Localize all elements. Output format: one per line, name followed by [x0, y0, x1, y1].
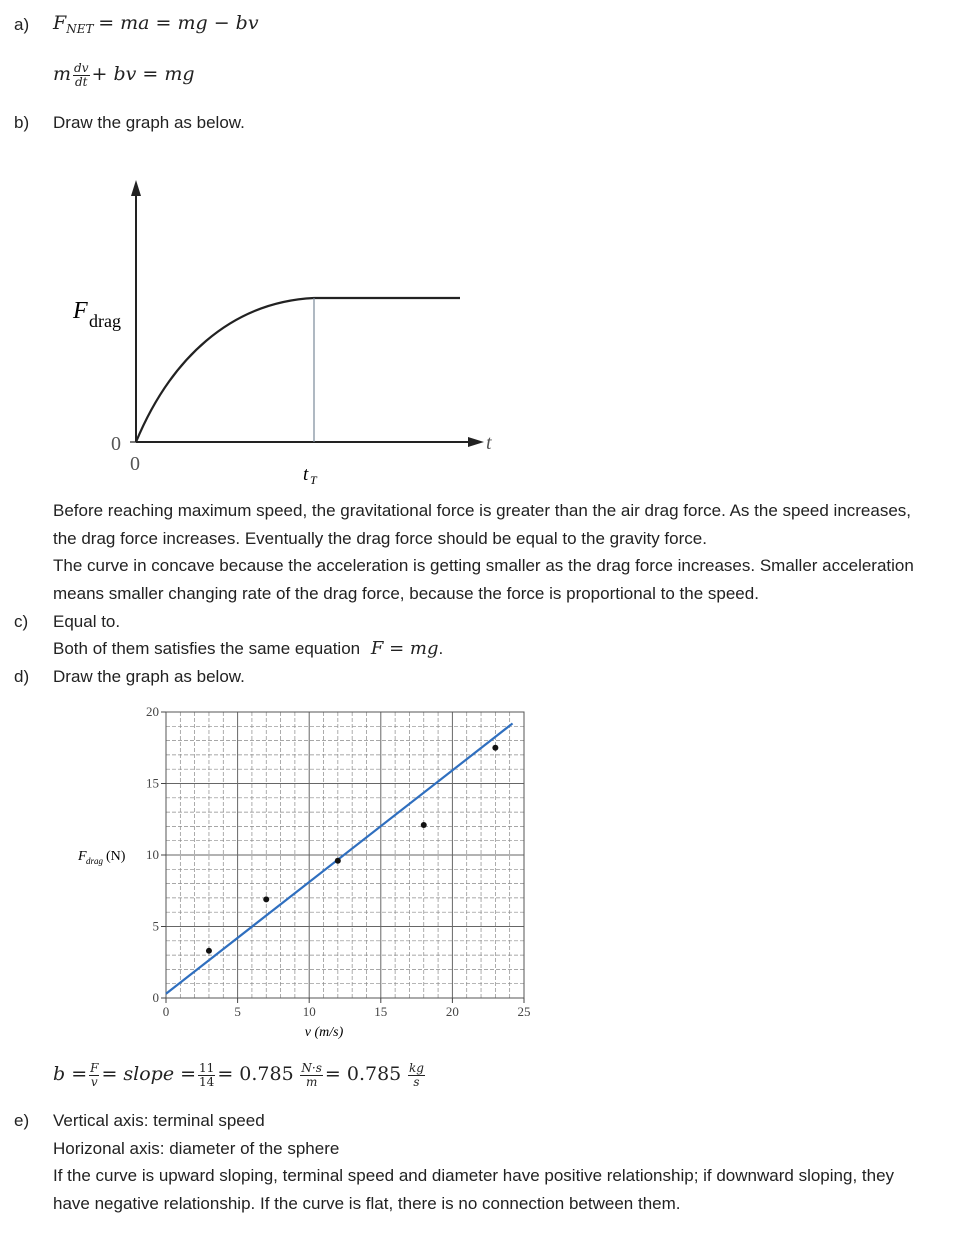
y-tick-label: 10	[146, 847, 159, 862]
part-e-line1: Vertical axis: terminal speed	[53, 1111, 265, 1130]
y-zero-label: 0	[111, 433, 121, 455]
eq2-fraction: $\frac{dv}{dt}$	[74, 61, 89, 89]
x-tick-label: 5	[234, 1004, 241, 1019]
para2-line1: The curve in concave because the acceleration is getting smaller as the drag force increases. Smaller acceleration	[53, 556, 914, 575]
eq2-m: m	[53, 62, 72, 85]
y-label-sub: drag	[89, 311, 121, 331]
eq-f-over-v: $\frac{F}{v}$	[90, 1061, 99, 1089]
x-axis-arrow	[468, 437, 484, 447]
x-tick-label: 20	[445, 1004, 459, 1019]
part-b-paragraph	[53, 497, 953, 607]
part-e-line3: If the curve is upward sloping, terminal speed and diameter have positive relationship; if downward sloping, they	[53, 1166, 895, 1185]
eq-b: b =	[53, 1062, 88, 1085]
data-point	[492, 745, 498, 751]
eq-val2: = 0.785	[324, 1062, 402, 1085]
y-axis-arrow	[131, 180, 141, 196]
drag-curve	[136, 298, 460, 442]
para1-line2: the drag force increases. Eventually the drag force should be equal to the gravity force.	[53, 528, 707, 548]
part-e-line2: Horizonal axis: diameter of the sphere	[53, 1138, 340, 1158]
part-c-line2-text: Both of them satisfies the same equation	[53, 639, 361, 658]
part-b-label: b)	[14, 113, 30, 132]
part-c-line2: Both of them satisfies the same equation F = mg.	[53, 638, 444, 659]
y-axis-title-unit: (N)	[106, 849, 126, 864]
x-tick-label: 25	[517, 1004, 531, 1019]
para2-line2: means smaller changing rate of the drag force, because the force is proportional to the speed.	[53, 583, 759, 603]
y-tick-label: 0	[152, 990, 159, 1005]
equation-differential	[53, 62, 195, 89]
eq1-rhs: = ma = mg − bv	[98, 12, 259, 34]
eq1-lhs: F	[53, 12, 67, 34]
x-axis-label: t	[486, 432, 492, 454]
data-point	[206, 948, 212, 954]
y-tick-label: 15	[146, 775, 159, 791]
equation-net-force	[53, 12, 259, 36]
para1-line1: Before reaching maximum speed, the gravitational force is greater than the air drag force. As the speed increases,	[53, 501, 912, 520]
eq-ratio: $\frac{11}{14}$	[199, 1061, 215, 1089]
part-d-intro: Draw the graph as below.	[53, 667, 245, 686]
y-tick-label: 5	[152, 918, 159, 934]
drag-speed-chart	[60, 698, 550, 1048]
part-a-label: a)	[14, 15, 30, 34]
y-axis-title-sub: drag	[86, 856, 104, 866]
data-point	[335, 858, 341, 864]
eq2-rest: + bv = mg	[91, 62, 195, 85]
data-point	[263, 896, 269, 902]
tt-sub: T	[310, 473, 317, 487]
part-e-label: e)	[14, 1111, 30, 1130]
y-tick-label: 20	[146, 704, 159, 719]
part-c-label: c)	[14, 612, 29, 631]
data-point	[421, 822, 427, 828]
part-b-intro: Draw the graph as below.	[53, 113, 245, 132]
part-d-label: d)	[14, 667, 30, 686]
x-tick-label: 0	[162, 1004, 170, 1019]
tt-label: t	[303, 464, 309, 485]
part-e-text	[53, 1107, 953, 1217]
slope-equation	[53, 1062, 427, 1089]
eq-unit1: $\frac{N\cdot s}{m}$	[301, 1061, 322, 1089]
x-zero-label: 0	[130, 453, 140, 475]
eq1-sub: NET	[66, 22, 94, 36]
part-c-line1: Equal to.	[53, 612, 121, 631]
part-e-line4: have negative relationship. If the curve is flat, there is no connection between them.	[53, 1193, 681, 1213]
eq-unit2: $\frac{kg}{s}$	[409, 1061, 424, 1089]
x-tick-label: 15	[374, 1004, 388, 1019]
x-axis-title: v (m/s)	[304, 1025, 344, 1040]
eq-slope: = slope =	[101, 1062, 197, 1085]
drag-time-graph	[60, 170, 520, 490]
y-axis-title-main: F	[78, 849, 87, 864]
eq-val1: = 0.785	[217, 1062, 294, 1085]
part-c-equation: F = mg	[370, 638, 439, 659]
x-tick-label: 10	[302, 1004, 316, 1019]
y-label-main: F	[73, 298, 88, 324]
